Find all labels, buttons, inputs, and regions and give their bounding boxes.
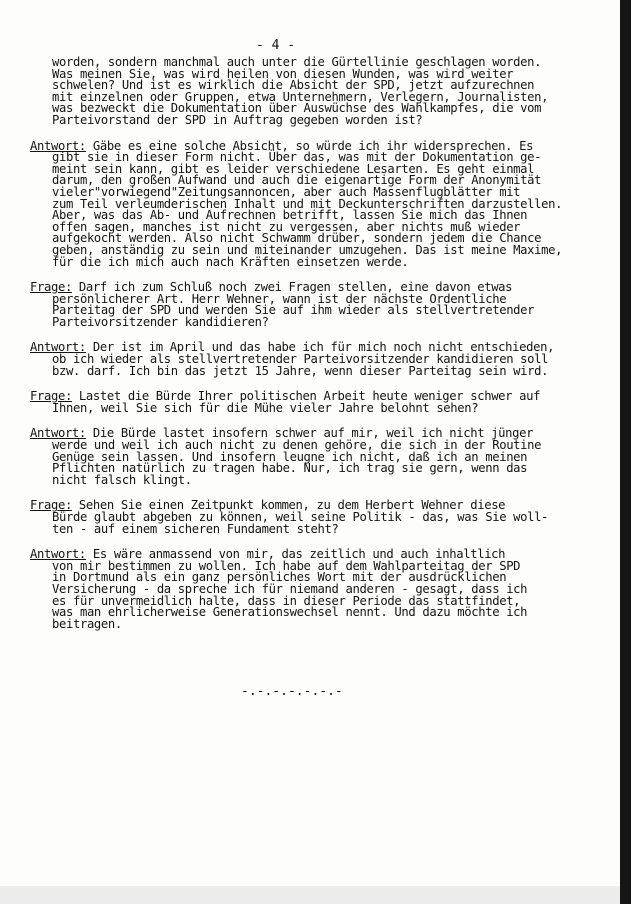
speaker-label: Antwort: bbox=[30, 547, 86, 562]
text-line: Gäbe es eine solche Absicht, so würde ich ihr widersprechen. Es bbox=[85, 138, 534, 153]
answer-block bbox=[30, 549, 612, 630]
text-line: werde und weil ich auch nicht zu denen gehöre, die sich in der Routine bbox=[52, 438, 542, 453]
text-line: Sehen Sie einen Zeitpunkt kommen, zu dem Herbert Wehner diese bbox=[71, 498, 506, 513]
text-line: Der ist im April und das habe ich für mich noch nicht entschieden, bbox=[85, 340, 555, 355]
speaker-label: Frage: bbox=[30, 498, 72, 513]
text-line: ten - auf einem sicheren Fundament steht? bbox=[52, 521, 339, 536]
text-line: bzw. darf. Ich bin das jetzt 15 Jahre, wenn dieser Parteitag sein wird. bbox=[52, 363, 549, 378]
text-line: gibt sie in dieser Form nicht. Über das, was mit der Dokumentation ge- bbox=[52, 150, 542, 165]
text-line: Versicherung - da spreche ich für niemand anderen - gesagt, dass ich bbox=[52, 581, 528, 596]
text-line: was man ehrlicherweise Generationswechsel nennt. Und dazu möchte ich bbox=[52, 605, 528, 620]
end-separator: -.-.-.-.-.-.- bbox=[241, 684, 343, 699]
text-line: beitragen. bbox=[52, 616, 122, 631]
page-number: - 4 - bbox=[256, 38, 296, 53]
text-line: zum Teil verleumderischen Inhalt und mit Deckunterschriften darzustellen. bbox=[52, 196, 563, 211]
text-line: in Dortmund als ein ganz persönliches Wort mit der ausdrücklichen bbox=[52, 570, 507, 585]
text-line: Pflichten natürlich zu tragen habe. Nur, ich trag sie gern, wenn das bbox=[52, 461, 528, 476]
text-line: worden, sondern manchmal auch unter die Gürtellinie geschlagen worden. bbox=[52, 55, 542, 69]
text-line: was bezweckt die Dokumentation über Auswüchse des Wahlkampfes, die vom bbox=[52, 101, 542, 116]
text-line: schwelen? Und ist es wirklich die Absicht der SPD, jetzt aufzurechnen bbox=[52, 78, 535, 93]
answer-block bbox=[30, 342, 612, 377]
text-line: Ihnen, weil Sie sich für die Mühe vieler Jahre belohnt sehen? bbox=[52, 400, 479, 415]
question-block bbox=[30, 500, 612, 535]
text-line: Lastet die Bürde Ihrer politischen Arbeit heute weniger schwer auf bbox=[71, 389, 541, 404]
text-line: ob ich wieder als stellvertretender Parteivorsitzender kandidieren soll bbox=[52, 352, 549, 367]
text-line: geben, anständig zu sein und miteinander umzugehen. Das ist meine Maxime, bbox=[52, 242, 563, 257]
text-line: Parteivorsitzender kandidieren? bbox=[52, 314, 269, 329]
document-body bbox=[30, 38, 612, 644]
text-line: Parteivorstand der SPD in Auftrag gegeben worden ist? bbox=[52, 112, 423, 127]
text-line: persönlicherer Art. Herr Wehner, wann ist der nächste Ordentliche bbox=[52, 291, 507, 306]
text-line: von mir bestimmen zu wollen. Ich habe auf dem Wahlparteitag der SPD bbox=[52, 558, 521, 573]
text-line: Darf ich zum Schluß noch zwei Fragen stellen, eine davon etwas bbox=[71, 280, 513, 295]
text-line: darum, den großen Aufwand und auch die eigenartige Form der Anonymität bbox=[52, 173, 542, 188]
speaker-label: Antwort: bbox=[30, 138, 86, 153]
intro-paragraph bbox=[30, 57, 612, 127]
text-line: Aber, was das Ab- und Aufrechnen betrifft, lassen Sie mich das Ihnen bbox=[52, 208, 528, 223]
text-line: Parteitag der SPD und werden Sie auf ihm wieder als stellvertretender bbox=[52, 303, 535, 318]
text-line: es für unvermeidlich halte, dass in dieser Periode das stattfindet, bbox=[52, 593, 521, 608]
text-line: aufgekocht werden. Also nicht Schwamm drüber, sondern jedem die Chance bbox=[52, 231, 542, 246]
text-line: vieler"vorwiegend"Zeitungsannoncen, aber auch Massenflugblätter mit bbox=[52, 184, 521, 199]
text-line: Was meinen Sie, was wird heilen von diesen Wunden, was wird weiter bbox=[52, 66, 514, 81]
scan-edge-bottom bbox=[0, 886, 620, 904]
question-block bbox=[30, 391, 612, 414]
text-line: Genüge sein lassen. Und insofern leugne ich nicht, daß ich an meinen bbox=[52, 449, 528, 464]
text-line: Bürde glaubt abgeben zu können, weil seine Politik - das, was Sie woll- bbox=[52, 510, 549, 524]
text-line: für die ich mich auch nach Kräften einsetzen werde. bbox=[52, 254, 409, 269]
speaker-label: Antwort: bbox=[30, 426, 86, 441]
text-line: offen sagen, manches ist nicht zu vergessen, aber nichts muß wieder bbox=[52, 219, 521, 234]
speaker-label: Frage: bbox=[30, 389, 72, 404]
answer-block bbox=[30, 138, 612, 269]
speaker-label: Antwort: bbox=[30, 340, 86, 355]
answer-block bbox=[30, 428, 612, 486]
text-line: nicht falsch klingt. bbox=[52, 472, 192, 487]
text-line: Es wäre anmassend von mir, das zeitlich und auch inhaltlich bbox=[85, 547, 506, 562]
text-line: mit einzelnen oder Gruppen, etwa Unternehmern, Verlegern, Journalisten, bbox=[52, 89, 549, 104]
scan-edge-right bbox=[620, 0, 631, 904]
question-block bbox=[30, 282, 612, 328]
text-line: meint sein kann, gibt es leider verschiedene Lesarten. Es geht einmal bbox=[52, 161, 535, 176]
speaker-label: Frage: bbox=[30, 280, 72, 295]
text-line: Die Bürde lastet insofern schwer auf mir, weil ich nicht jünger bbox=[85, 426, 534, 441]
interview-blocks bbox=[30, 138, 612, 631]
